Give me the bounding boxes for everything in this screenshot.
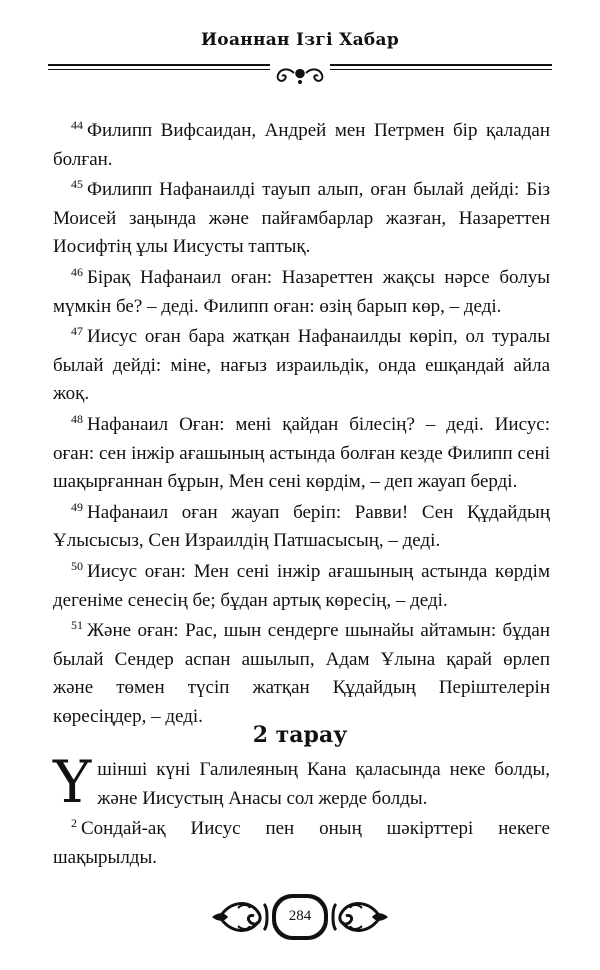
verse-number: 51: [71, 618, 83, 633]
running-header: Иоаннан Ізгі Хабар: [200, 30, 400, 50]
verse-text: шінші күні Галилеяның Кана қаласында неке болды, және Иисустың Анасы сол жерде болды.: [97, 759, 550, 809]
verse-text: Иисус оған: Мен сені інжір ағашының астында көрдім дегеніме сенесің бе; бұдан артық көресің, – деді.: [53, 560, 550, 611]
verse-number: 48: [71, 411, 83, 426]
verse-text: Және оған: Рас, шын сендерге шынайы айтамын: бұдан былай Сендер аспан ашылып, Адам Ұлына қарай өрлеп және төмен түсіп жатқан Құдайдың Періштелерін көресіңдер, – деді.: [53, 620, 550, 727]
verse-48: [53, 411, 550, 497]
verse-text: Сондай-ақ Иисус пен оның шәкірттері некеге шақырылды.: [53, 818, 550, 868]
verse-text: Нафанаил Оған: мені қайдан білесің? – деді. Иисус: оған: сен інжір ағашының астында болған кезде Филипп сені шақырғаннан бұрын, Мен сені көрдім, – деп жауап берді.: [53, 413, 550, 493]
verse-51: [53, 617, 550, 731]
verse-number: 47: [71, 324, 83, 339]
verse-number: 49: [71, 499, 83, 514]
verse-text: Бірақ Нафанаил оған: Назареттен жақсы нәрсе болуы мүмкін бе? – деді. Филипп оған: өзің барып көр, – деді.: [53, 266, 550, 317]
verse-45: [53, 176, 550, 262]
verse-number: 44: [71, 118, 83, 132]
verse-50: [53, 558, 550, 615]
chapter-2-text: [53, 748, 550, 874]
verses-block: [53, 117, 550, 733]
verse-number: 50: [71, 558, 83, 573]
chapter-heading: 2 тарау: [252, 722, 348, 748]
verse-49: [53, 499, 550, 556]
page-number: 284: [288, 908, 312, 924]
verse-46: [53, 264, 550, 321]
drop-cap: Ү: [53, 748, 92, 816]
verse-44: [53, 117, 550, 174]
header-ornament-icon: [270, 63, 330, 89]
verse-number: 2: [71, 816, 77, 831]
chapter-verse-2: [53, 815, 550, 872]
verse-number: 46: [71, 264, 83, 279]
verse-number: 45: [71, 177, 83, 192]
verse-text: Филипп Вифсаидан, Андрей мен Петрмен бір қаладан болған.: [53, 120, 550, 170]
verse-text: Филипп Нафанаилді тауып алып, оған былай дейді: Біз Моисей заңында және пайғамбарлар жазған, Назареттен Иосифтің ұлы Иисусты таптық.: [53, 179, 550, 258]
verse-text: Иисус оған бара жатқан Нафанаилды көріп, ол туралы былай дейді: міне, нағыз израильдік, онда ешқандай айла жоқ.: [53, 326, 550, 405]
verse-47: [53, 323, 550, 409]
verse-text: Нафанаил оған жауап беріп: Равви! Сен Құдайдың Ұлысысыз, Сен Израилдің Патшасысың, – деді.: [53, 501, 550, 552]
chapter-verse-1: [53, 748, 550, 816]
